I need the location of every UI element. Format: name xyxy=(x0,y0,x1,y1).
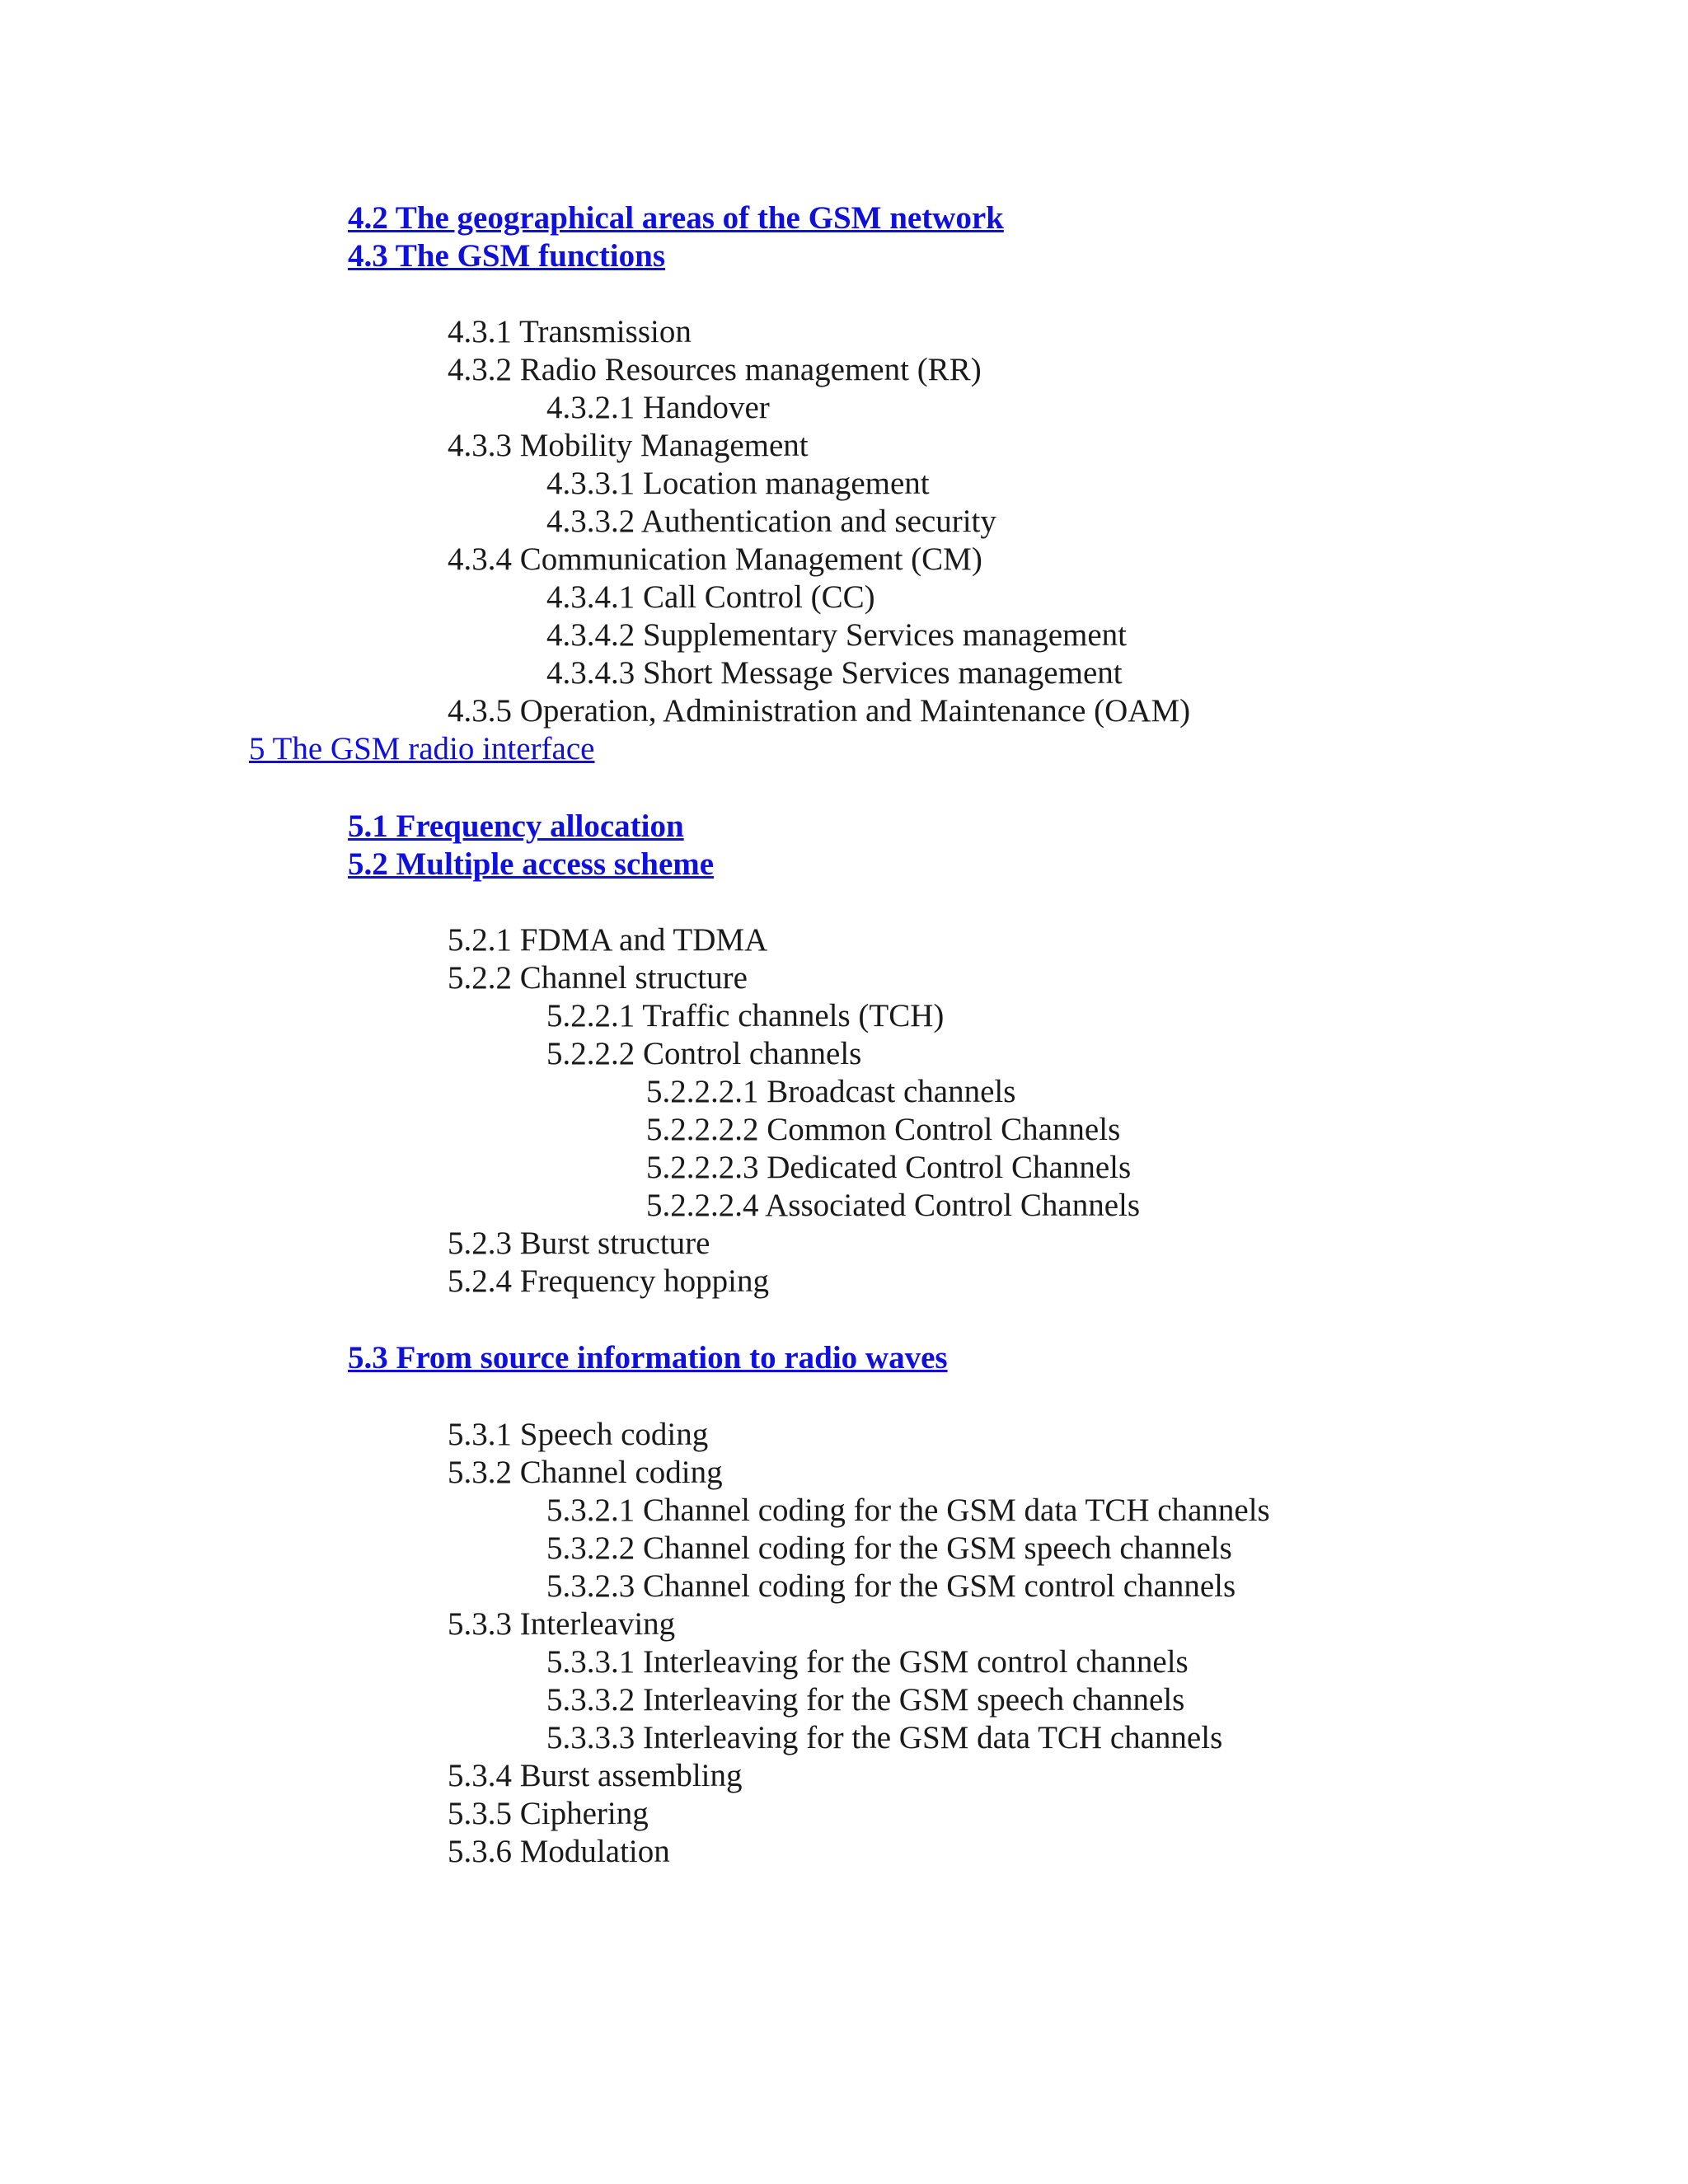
toc-entry-5-3-2-1: 5.3.2.1 Channel coding for the GSM data TCH channels xyxy=(546,1493,1270,1528)
toc-entry-5-3-2-2: 5.3.2.2 Channel coding for the GSM speech channels xyxy=(546,1530,1232,1566)
toc-link-chapter-5[interactable]: 5 The GSM radio interface xyxy=(249,731,595,766)
toc-entry-5-2-1: 5.2.1 FDMA and TDMA xyxy=(448,922,768,958)
toc-entry-5-3-2: 5.3.2 Channel coding xyxy=(448,1455,723,1490)
toc-link-5-2[interactable]: 5.2 Multiple access scheme xyxy=(348,846,715,882)
toc-link-4-2[interactable]: 4.2 The geographical areas of the GSM network xyxy=(348,200,1004,236)
toc-entry-5-2-2-2-2: 5.2.2.2.2 Common Control Channels xyxy=(646,1112,1121,1147)
toc-entry-5-2-2-2-3: 5.2.2.2.3 Dedicated Control Channels xyxy=(646,1150,1132,1185)
toc-entry-5-3-2-3: 5.3.2.3 Channel coding for the GSM control channels xyxy=(546,1568,1236,1604)
toc-link-5-1[interactable]: 5.1 Frequency allocation xyxy=(348,808,684,844)
toc-entry-4-3-3-1: 4.3.3.1 Location management xyxy=(546,466,930,501)
toc-entry-4-3-2: 4.3.2 Radio Resources management (RR) xyxy=(448,352,982,387)
toc-entry-4-3-4-2: 4.3.4.2 Supplementary Services management xyxy=(546,617,1127,653)
toc-link-5-3[interactable]: 5.3 From source information to radio waves xyxy=(348,1340,948,1376)
toc-entry-4-3-5: 4.3.5 Operation, Administration and Maintenance (OAM) xyxy=(448,693,1191,729)
toc-entry-5-3-3-3: 5.3.3.3 Interleaving for the GSM data TCH channels xyxy=(546,1720,1223,1755)
toc-entry-5-3-6: 5.3.6 Modulation xyxy=(448,1834,670,1869)
toc-entry-5-2-2-1: 5.2.2.1 Traffic channels (TCH) xyxy=(546,998,945,1033)
toc-entry-5-2-2: 5.2.2 Channel structure xyxy=(448,960,748,996)
toc-entry-5-3-5: 5.3.5 Ciphering xyxy=(448,1796,649,1831)
toc-entry-4-3-4-3: 4.3.4.3 Short Message Services management xyxy=(546,655,1123,691)
toc-entry-5-2-2-2-4: 5.2.2.2.4 Associated Control Channels xyxy=(646,1188,1141,1223)
toc-entry-4-3-3: 4.3.3 Mobility Management xyxy=(448,428,809,463)
toc-entry-5-3-3-2: 5.3.3.2 Interleaving for the GSM speech channels xyxy=(546,1682,1185,1718)
toc-entry-4-3-4: 4.3.4 Communication Management (CM) xyxy=(448,541,982,577)
toc-entry-4-3-4-1: 4.3.4.1 Call Control (CC) xyxy=(546,579,875,615)
toc-entry-5-2-3: 5.2.3 Burst structure xyxy=(448,1226,710,1261)
toc-link-4-3[interactable]: 4.3 The GSM functions xyxy=(348,238,666,274)
toc-entry-5-2-4: 5.2.4 Frequency hopping xyxy=(448,1263,769,1299)
toc-entry-4-3-2-1: 4.3.2.1 Handover xyxy=(546,390,770,425)
toc-entry-5-3-1: 5.3.1 Speech coding xyxy=(448,1417,709,1452)
toc-entry-5-3-3: 5.3.3 Interleaving xyxy=(448,1606,676,1642)
toc-entry-5-3-3-1: 5.3.3.1 Interleaving for the GSM control channels xyxy=(546,1644,1189,1680)
toc-entry-4-3-1: 4.3.1 Transmission xyxy=(448,314,692,349)
toc-entry-5-3-4: 5.3.4 Burst assembling xyxy=(448,1758,743,1793)
toc-entry-5-2-2-2-1: 5.2.2.2.1 Broadcast channels xyxy=(646,1074,1016,1109)
toc-entry-4-3-3-2: 4.3.3.2 Authentication and security xyxy=(546,504,996,539)
toc-entry-5-2-2-2: 5.2.2.2 Control channels xyxy=(546,1036,862,1071)
